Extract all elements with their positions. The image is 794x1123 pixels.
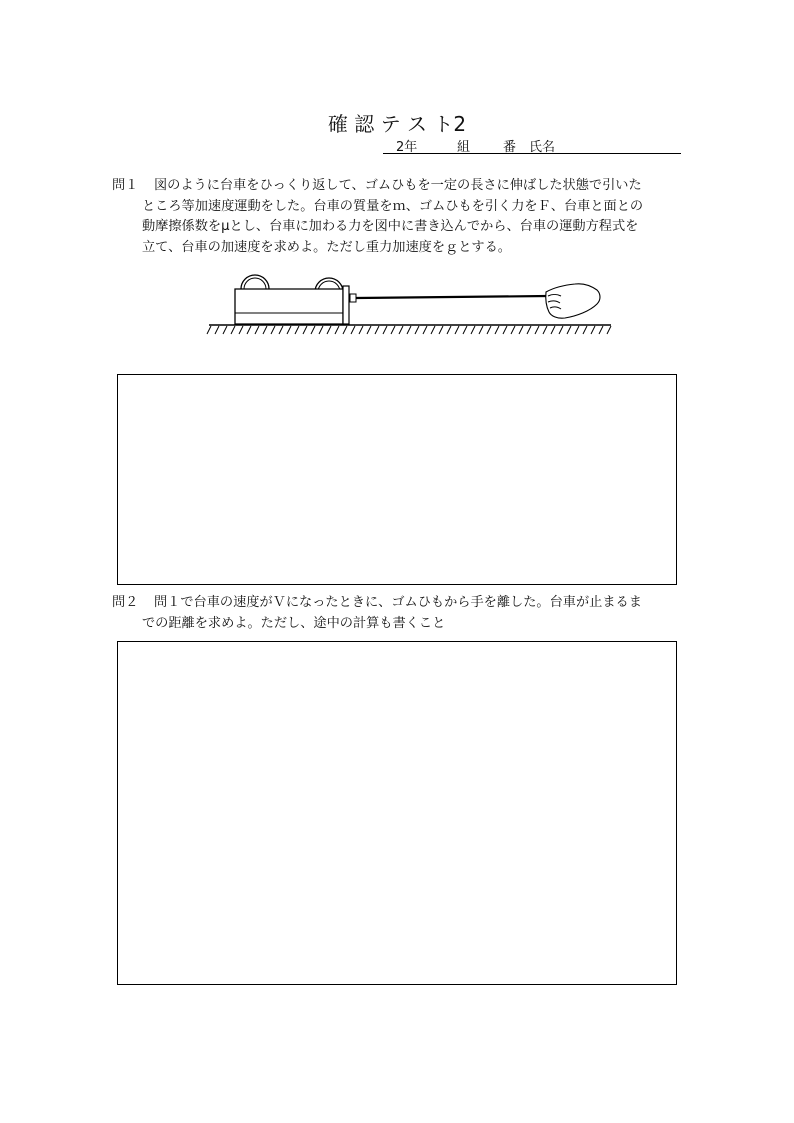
question-1-number: 問１ — [112, 178, 139, 193]
cart-end-plate — [343, 286, 349, 324]
question-1 — [112, 176, 690, 258]
student-info-line — [383, 136, 681, 154]
question-1-line: ところ等加速度運動をした。台車の質量をｍ、ゴムひもを引く力をＦ、台車と面との — [142, 198, 644, 214]
question-2-number: 問２ — [112, 595, 139, 610]
cart-wheel-left — [241, 275, 269, 289]
question-1-line: 立て、台車の加速度を求めよ。ただし重力加速度をｇとする。 — [142, 239, 511, 255]
question-2 — [112, 593, 690, 634]
answer-box-1[interactable] — [117, 374, 677, 585]
cart-wheel-left-inner — [244, 278, 266, 289]
question-1-line: 図のように台車をひっくり返して、ゴムひもを一定の長さに伸ばした状態で引いた — [154, 178, 642, 193]
cart-hook — [350, 294, 356, 302]
cart-body — [235, 289, 343, 324]
question-2-line: での距離を求めよ。ただし、途中の計算も書くこと — [142, 615, 446, 631]
page-title: 確 認 テ ス ト2 — [327, 112, 467, 136]
grade-label: 2年 — [396, 140, 418, 155]
ground-hatching — [207, 326, 611, 334]
class-label: 組 — [457, 140, 471, 155]
name-label: 氏名 — [529, 140, 556, 155]
cart-figure — [205, 268, 615, 343]
question-1-line: 動摩擦係数をμとし、台車に加わる力を図中に書き込んでから、台車の運動方程式を — [142, 219, 639, 234]
rubber-cord — [356, 296, 548, 298]
question-2-line: 問１で台車の速度がＶになったときに、ゴムひもから手を離した。台車が止まるま — [154, 595, 642, 610]
number-label: 番 — [503, 140, 517, 155]
answer-box-2[interactable] — [117, 641, 677, 985]
